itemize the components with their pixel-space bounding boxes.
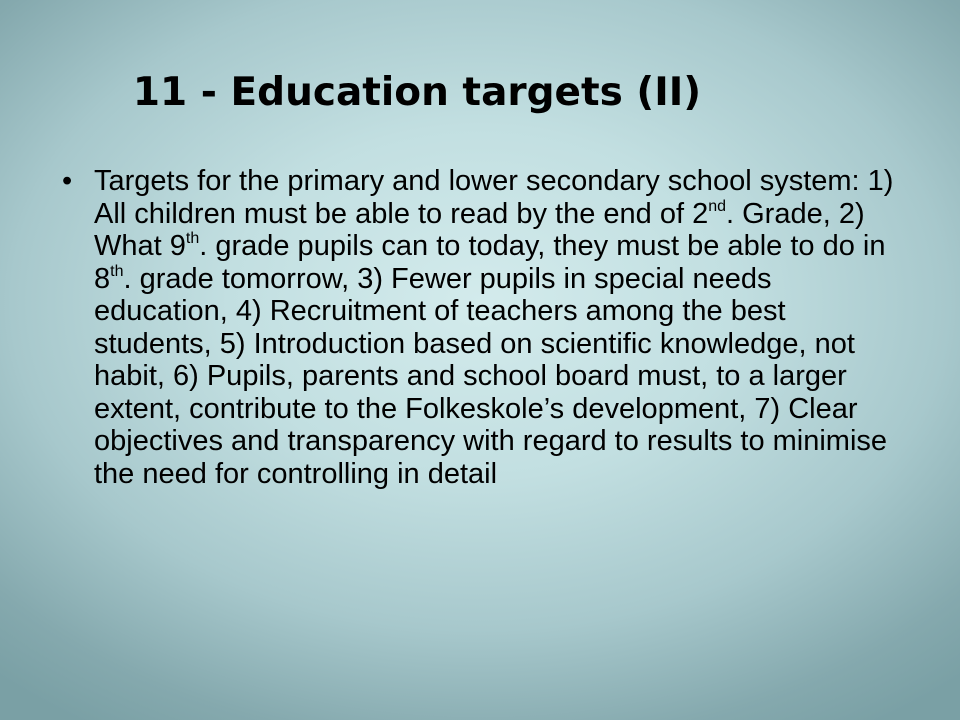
bullet-text-segment: Targets for the primary and lower secondary school system: 1) All children must be able to read by the end of 2 bbox=[94, 165, 894, 230]
bullet-text-segment: . grade pupils can to today, they must be able to do in 8 bbox=[94, 230, 886, 295]
bullet-marker: • bbox=[62, 165, 73, 197]
ordinal-suffix: th bbox=[110, 262, 124, 280]
slide-title: 11 - Education targets (II) bbox=[132, 70, 702, 115]
bullet-text bbox=[94, 165, 906, 490]
bullet-text-segment: . Grade, 2) What 9 bbox=[94, 197, 865, 262]
ordinal-suffix: th bbox=[185, 230, 200, 247]
bullet-text-segment: . grade tomorrow, 3) Fewer pupils in special needs education, 4) Recruitment of teachers among the best students, 5) Introduction based on scientific knowledge, not habit, 6) Pupils, parents and school board must, to a larger extent, contribute to the Folkeskole’s development, 7) Clear objectives and transparency with regard to results to minimise the need for controlling in detail bbox=[94, 262, 888, 490]
ordinal-suffix: nd bbox=[708, 197, 727, 215]
bullet-item bbox=[62, 165, 922, 490]
bullet-list bbox=[62, 165, 922, 490]
